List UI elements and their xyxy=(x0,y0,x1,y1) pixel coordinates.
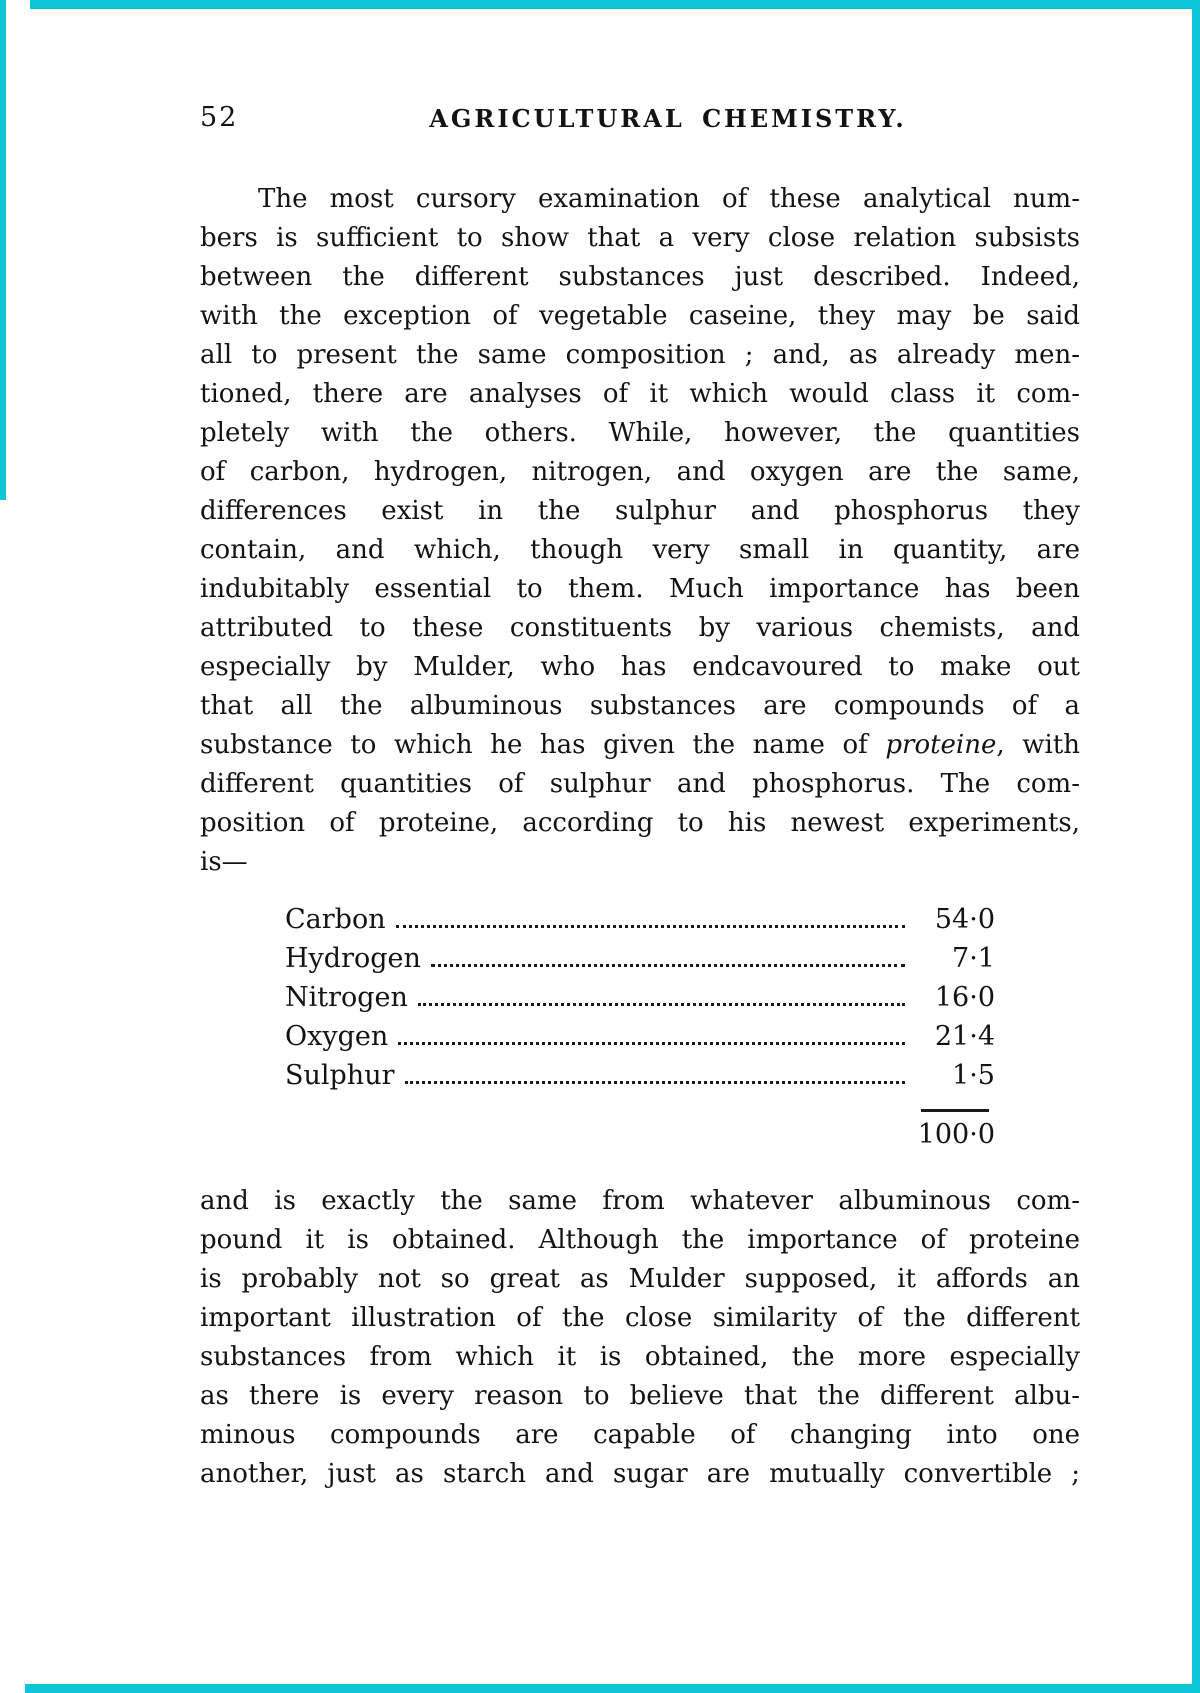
text-line: position of proteine, according to his newest experiments, xyxy=(200,808,1080,838)
element-value: 54·0 xyxy=(934,904,995,935)
text-line: tioned, there are analyses of it which would class it com- xyxy=(200,379,1080,409)
element-label: Oxygen xyxy=(285,1021,389,1052)
text-line: between the different substances just described. Indeed, xyxy=(200,262,1080,292)
running-title: AGRICULTURAL CHEMISTRY. xyxy=(429,104,907,133)
text-line: with the exception of vegetable caseine, they may be said xyxy=(200,301,1080,331)
text-line: bers is sufficient to show that a very close relation subsists xyxy=(200,223,1080,253)
text-line: as there is every reason to believe that the different albu- xyxy=(200,1381,1080,1411)
text-line: of carbon, hydrogen, nitrogen, and oxygen are the same, xyxy=(200,457,1080,487)
element-value: 21·4 xyxy=(934,1021,995,1052)
text-line: is— xyxy=(200,847,248,877)
text-line: different quantities of sulphur and phosphorus. The com- xyxy=(200,769,1080,799)
scan-edge-right-artifact xyxy=(1192,0,1200,1687)
proteine-composition-table xyxy=(285,900,995,1095)
page-number: 52 xyxy=(200,102,239,133)
text-line: that all the albuminous substances are compounds of a xyxy=(200,691,1080,721)
text-line: substances from which it is obtained, the more especially xyxy=(200,1342,1080,1372)
text-line: minous compounds are capable of changing into one xyxy=(200,1420,1080,1450)
scan-edge-bottom-artifact xyxy=(25,1684,1200,1693)
text-line: The most cursory examination of these analytical num- xyxy=(258,184,1080,214)
running-head xyxy=(200,100,1080,134)
dot-leader xyxy=(405,1081,906,1084)
table-total xyxy=(285,1095,995,1152)
dot-leader xyxy=(418,1003,905,1006)
book-page xyxy=(200,100,1080,1494)
element-label: Nitrogen xyxy=(285,982,408,1013)
text-line: is probably not so great as Mulder supposed, it affords an xyxy=(200,1264,1080,1294)
text-segment: substance to which he has given the name of xyxy=(200,730,886,760)
text-line: all to present the same composition ; and, as already men- xyxy=(200,340,1080,370)
table-row xyxy=(285,978,995,1017)
text-line: another, just as starch and sugar are mutually convertible ; xyxy=(200,1459,1080,1489)
element-label: Hydrogen xyxy=(285,943,421,974)
text-line: pletely with the others. While, however, the quantities xyxy=(200,418,1080,448)
text-line: attributed to these constituents by various chemists, and xyxy=(200,613,1080,643)
table-row xyxy=(285,1056,995,1095)
text-line: contain, and which, though very small in quantity, are xyxy=(200,535,1080,565)
table-row xyxy=(285,1017,995,1056)
scan-edge-top-artifact xyxy=(30,0,1200,9)
element-label: Carbon xyxy=(285,904,386,935)
text-line: and is exactly the same from whatever albuminous com- xyxy=(200,1186,1080,1216)
element-value: 1·5 xyxy=(952,1060,995,1091)
table-row xyxy=(285,939,995,978)
table-row xyxy=(285,900,995,939)
element-value: 7·1 xyxy=(952,943,995,974)
text-line: differences exist in the sulphur and phosphorus they xyxy=(200,496,1080,526)
text-line: especially by Mulder, who has endcavoured to make out xyxy=(200,652,1080,682)
italic-term-proteine: proteine xyxy=(885,730,997,760)
sum-rule xyxy=(921,1109,989,1112)
text-line: important illustration of the close similarity of the different xyxy=(200,1303,1080,1333)
paragraph-2 xyxy=(200,1182,1080,1494)
text-line: pound it is obtained. Although the importance of proteine xyxy=(200,1225,1080,1255)
text-segment: , with xyxy=(996,730,1081,760)
dot-leader xyxy=(431,964,905,967)
dot-leader xyxy=(398,1042,905,1045)
text-line-with-italic xyxy=(200,726,1080,765)
dot-leader xyxy=(396,925,905,928)
element-label: Sulphur xyxy=(285,1060,395,1091)
scan-edge-left-artifact xyxy=(0,0,6,500)
paragraph-1 xyxy=(200,180,1080,882)
text-line: indubitably essential to them. Much importance has been xyxy=(200,574,1080,604)
element-value: 16·0 xyxy=(934,982,995,1013)
total-value: 100·0 xyxy=(917,1119,995,1150)
